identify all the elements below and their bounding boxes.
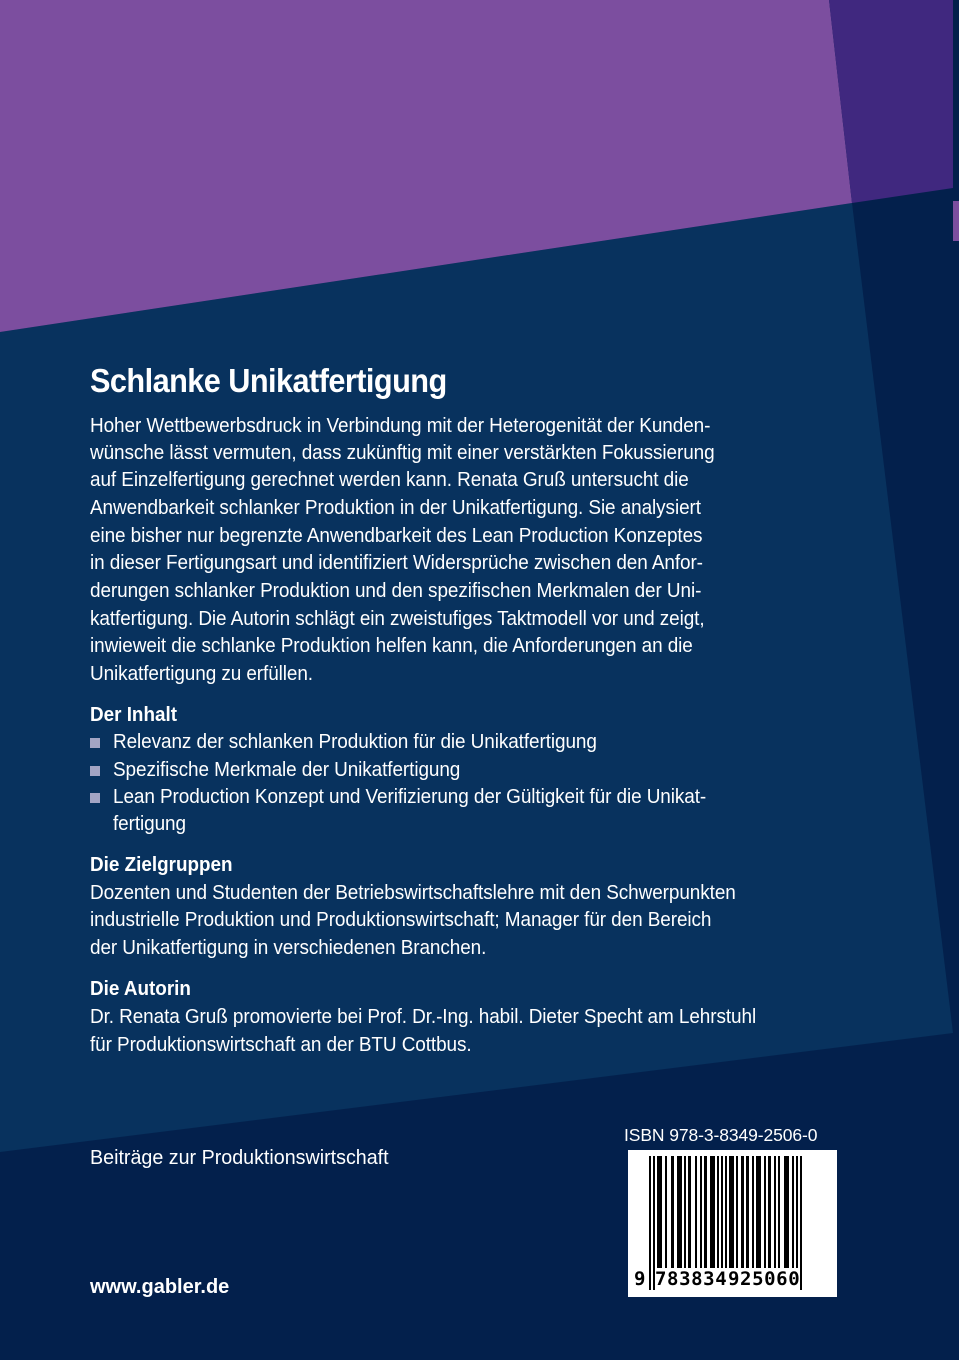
description-line: derungen schlanker Produktion und den spezifischen Merkmalen der Uni- <box>90 579 702 602</box>
description-line: wünsche lässt vermuten, dass zukünftig mit einer verstärkten Fokussierung <box>90 441 715 464</box>
audience-line: Dozenten und Studenten der Betriebswirtschaftslehre mit den Schwerpunkten <box>90 881 736 904</box>
audience-heading: Die Zielgruppen <box>90 853 233 876</box>
contents-item: Relevanz der schlanken Produktion für die Unikatfertigung <box>113 730 597 753</box>
contents-heading: Der Inhalt <box>90 703 177 726</box>
bullet-square-icon <box>90 738 100 748</box>
description-line: Unikatfertigung zu erfüllen. <box>90 662 313 685</box>
description-line: eine bisher nur begrenzte Anwendbarkeit des Lean Production Konzeptes <box>90 524 703 547</box>
barcode-digits-right: 925060 <box>728 1268 801 1290</box>
description-line: in dieser Fertigungsart und identifiziert Widersprüche zwischen den Anfor- <box>90 551 703 574</box>
audience-line: industrielle Produktion und Produktionswirtschaft; Manager für den Bereich <box>90 908 712 931</box>
series-name: Beiträge zur Produktionswirtschaft <box>90 1146 389 1169</box>
audience-line: der Unikatfertigung in verschiedenen Branchen. <box>90 936 487 959</box>
description-line: inwieweit die schlanke Produktion helfen kann, die Anforderungen an die <box>90 634 693 657</box>
bullet-square-icon <box>90 793 100 803</box>
bullet-square-icon <box>90 766 100 776</box>
author-line: für Produktionswirtschaft an der BTU Cottbus. <box>90 1033 472 1056</box>
barcode-digit-first: 9 <box>634 1268 647 1290</box>
contents-item: Spezifische Merkmale der Unikatfertigung <box>113 758 461 781</box>
publisher-website-link[interactable]: www.gabler.de <box>90 1276 230 1298</box>
author-line: Dr. Renata Gruß promovierte bei Prof. Dr.-Ing. habil. Dieter Specht am Lehrstuhl <box>90 1005 757 1028</box>
book-title: Schlanke Unikatfertigung <box>90 362 447 399</box>
isbn-label: ISBN 978-3-8349-2506-0 <box>624 1125 818 1145</box>
contents-item: Lean Production Konzept und Verifizierung der Gültigkeit für die Unikat- <box>113 785 707 808</box>
description-line: Anwendbarkeit schlanker Produktion in der Unikatfertigung. Sie analysiert <box>90 496 701 519</box>
description-line: katfertigung. Die Autorin schlägt ein zweistufiges Taktmodell vor und zeigt, <box>90 607 705 630</box>
description-line: Hoher Wettbewerbsdruck in Verbindung mit der Heterogenität der Kunden- <box>90 414 711 437</box>
description-line: auf Einzelfertigung gerechnet werden kann. Renata Gruß untersucht die <box>90 468 689 491</box>
isbn-barcode <box>628 1150 837 1297</box>
author-heading: Die Autorin <box>90 977 191 1000</box>
contents-item-continued: fertigung <box>113 812 186 835</box>
barcode-digits-left: 783834 <box>655 1268 728 1290</box>
